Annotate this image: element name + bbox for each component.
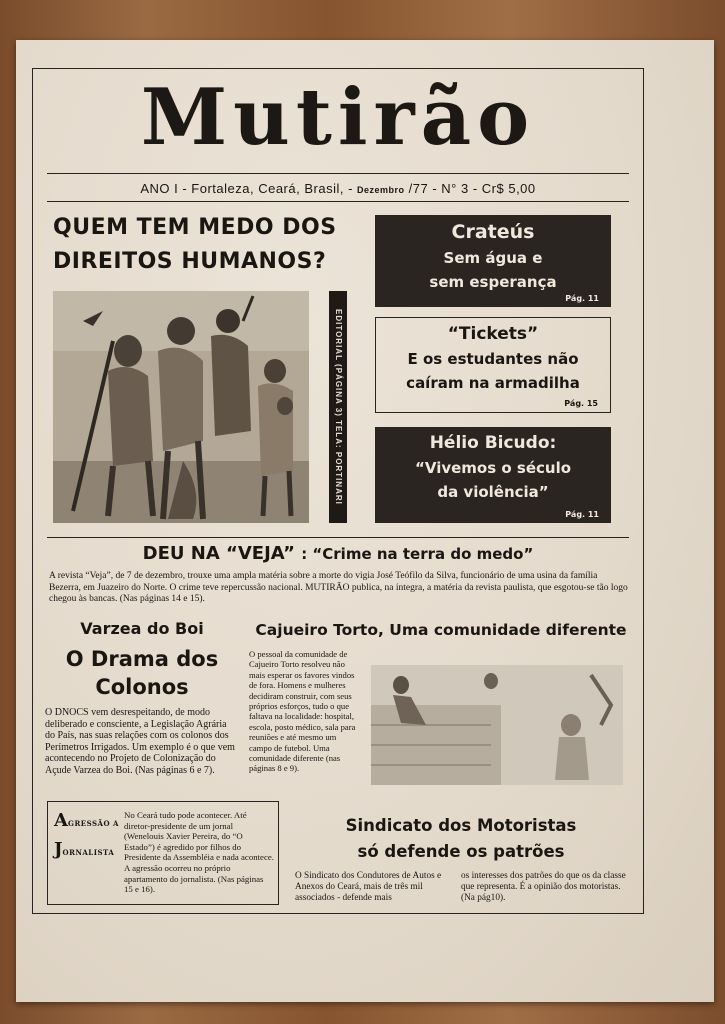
agressao-label-a: GRESSÃO A [67, 819, 119, 828]
teaser-crateus-line3: sem esperança [429, 273, 557, 291]
painting-illustration [53, 291, 309, 523]
cajueiro-photo-illustration [371, 665, 623, 785]
teaser-bicudo-line2: “Vivemos o século [414, 459, 572, 477]
agressao-initial-a: A [54, 810, 68, 831]
sindicato-body-col1: O Sindicato dos Condutores de Autos e Anexos do Ceará, mais de três mil associados - defende mais [295, 871, 442, 903]
agressao-body: No Ceará tudo pode acontecer. Até diretor-presidente de um jornal (Wenelouis Xavier Pereira, do “O Estado”) é agredido por filhos do Presidente da Assembléia e nada acontece. A agressão ocorreu no próprio apartamento do jornalista. (Nas páginas 15 e 16). [124, 810, 274, 895]
varzea-body: O DNOCS vem desrespeitando, de modo deliberado e consciente, a Legislação Agrária do País, nas suas relações com os colonos dos Perímetros Irrigados. Um exemplo é o que vem acontecendo no Projeto de Colonização do Açude Varzea do Boi. (Nas páginas 6 e 7). [45, 707, 235, 776]
sindicato-title-line1: Sindicato dos Motoristas [345, 816, 577, 835]
main-headline-line1: QUEM TEM MEDO DOS [53, 215, 337, 240]
teaser-tickets [375, 317, 611, 413]
teaser-tickets-line1: “Tickets” [447, 324, 539, 344]
teaser-crateus-line2: Sem água e [443, 249, 543, 267]
masthead-rule-bottom [47, 201, 629, 202]
teaser-tickets-page: Pág. 15 [564, 399, 598, 408]
varzea-title [47, 645, 237, 701]
section-rule-veja [47, 537, 629, 538]
cajueiro-title: Cajueiro Torto, Uma comunidade diferente [255, 621, 627, 639]
veja-headline [33, 543, 643, 564]
veja-body: A revista “Veja”, de 7 de dezembro, trouxe uma ampla matéria sobre a morte do vigia José Teófilo da Silva, funcionário de uma usina da família Bezerra, em Juazeiro do Norte. O crime teve repercussão nacional. MUTIRÃO publica, na íntegra, a matéria da revista paulista, que esgotou-se tão logo chegou às bancas. (Nas páginas 14 e 15). [49, 571, 628, 604]
agressao-label-j: ORNALISTA [62, 848, 115, 857]
teaser-tickets-line2: E os estudantes não [407, 350, 579, 368]
main-headline [53, 211, 353, 279]
dateline [33, 181, 643, 196]
teaser-crateus [375, 215, 611, 307]
portinari-painting [53, 291, 309, 523]
teaser-crateus-page: Pág. 11 [565, 294, 599, 303]
veja-headline-b: : “Crime na terra do medo” [301, 545, 534, 563]
teaser-bicudo-line3: da violência” [437, 483, 549, 501]
agressao-label [54, 812, 119, 862]
veja-headline-a: DEU NA “VEJA” [142, 543, 295, 564]
agressao-initial-j: J [54, 839, 63, 860]
masthead-rule-top [47, 173, 629, 174]
teaser-crateus-line1: Crateús [451, 221, 535, 243]
main-headline-line2: DIREITOS HUMANOS? [53, 249, 327, 274]
teaser-bicudo-page: Pág. 11 [565, 510, 599, 519]
cajueiro-body: O pessoal da comunidade de Cajueiro Torto resolveu não mais esperar os favores vindos de fora. Homens e mulheres decidiram construir, com seus próprios esforços, tudo o que faltava na localidade: hospital, escola, posto médico, sala para reuniões e até mesmo um campo de futebol. Uma comunidade diferente (nas páginas 8 e 9). [249, 649, 356, 774]
page-frame [32, 68, 644, 914]
varzea-kicker: Varzea do Boi [80, 619, 204, 638]
varzea-title-line1: O Drama dos [65, 647, 219, 671]
editorial-sidebar-label: EDITORIAL (PÁGINA 3) TELA: PORTINARI [329, 291, 347, 523]
dateline-month: Dezembro [357, 185, 405, 195]
teaser-tickets-line3: caíram na armadilha [406, 374, 580, 392]
dateline-left: ANO I - Fortaleza, Ceará, Brasil, - [140, 181, 353, 196]
dateline-right: /77 - N° 3 - Cr$ 5,00 [408, 181, 536, 196]
sindicato-title-line2: só defende os patrões [357, 842, 565, 861]
masthead-title: Mutirão [140, 72, 536, 163]
teaser-bicudo [375, 427, 611, 523]
sindicato-body-col2: os interesses dos patrões do que os da classe que representa. É a opinião dos motoristas. (Na pág10). [461, 871, 626, 903]
cajueiro-photo [371, 665, 623, 785]
sindicato-title [291, 813, 631, 865]
agressao-box [47, 801, 279, 905]
varzea-title-line2: Colonos [95, 675, 189, 699]
teaser-bicudo-line1: Hélio Bicudo: [429, 433, 557, 453]
